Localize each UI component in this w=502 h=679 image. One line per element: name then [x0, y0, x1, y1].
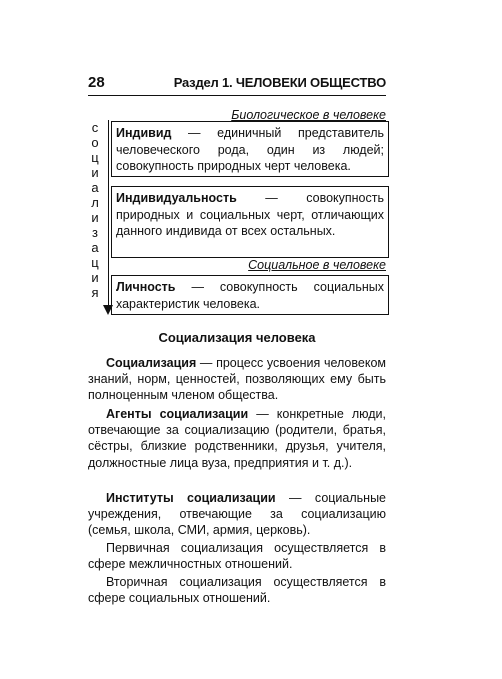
arrow-line	[108, 120, 109, 308]
vertical-word-socialization	[88, 120, 102, 300]
page-header	[88, 74, 386, 94]
paragraph-text: Вторичная социализация осуществляется в сфере социальных отношений.	[88, 575, 386, 606]
term: Личность	[116, 280, 176, 294]
paragraph	[88, 490, 386, 539]
vertical-letter: ц	[91, 255, 99, 270]
vertical-letter: и	[91, 210, 99, 225]
term: Социализация	[106, 356, 197, 370]
vertical-letter: я	[91, 285, 99, 300]
box-individualnost	[111, 186, 389, 258]
section-title: Социализация человека	[158, 330, 316, 345]
definition: — единичный представитель человеческого рода, один из людей; совокупность природных черт человека.	[116, 126, 384, 173]
paragraph	[88, 574, 386, 606]
definition: — совокупность природных и социальных черт, отличающих данного индивида от всех остальных.	[116, 191, 384, 238]
header-rule	[88, 95, 386, 96]
vertical-letter: и	[91, 270, 99, 285]
page-number: 28	[88, 74, 105, 91]
vertical-letter: а	[91, 180, 99, 195]
vertical-letter: з	[92, 225, 98, 240]
paragraph-text: — социальные учреждения, отвечающие за социализацию (семья, школа, СМИ, армия, церковь).	[88, 491, 387, 538]
term: Индивидуальность	[116, 191, 237, 205]
term: Институты социализации	[106, 491, 276, 505]
paragraph	[88, 540, 386, 572]
paragraph-text: — процесс усвоения человеком знаний, норм, ценностей, позволяющих ему быть полноценным членом общества.	[88, 356, 386, 403]
vertical-letter: а	[91, 240, 99, 255]
paragraph	[88, 355, 386, 404]
box-individ	[111, 121, 389, 177]
vertical-letter: ц	[91, 150, 99, 165]
term: Агенты социализации	[106, 407, 249, 421]
label-biological: Биологическое в человеке	[231, 108, 386, 122]
vertical-letter: л	[91, 195, 99, 210]
paragraph	[88, 406, 386, 471]
vertical-letter: о	[91, 135, 99, 150]
vertical-letter: с	[91, 120, 99, 135]
paragraph-text: Первичная социализация осуществляется в сфере межличностных отношений.	[88, 541, 386, 572]
definition: — совокупность социальных характеристик человека.	[116, 280, 384, 311]
box-lichnost	[111, 275, 389, 315]
running-head: Раздел 1. ЧЕЛОВЕКИ ОБЩЕСТВО	[173, 75, 386, 90]
vertical-letter: и	[91, 165, 99, 180]
label-social: Социальное в человеке	[248, 258, 386, 272]
paragraph-text: — конкретные люди, отвечающие за социализацию (родители, братья, сёстры, близкие родственники, друзья, учителя, должностные лица вуза, предприятия и т. д.).	[88, 407, 386, 470]
term: Индивид	[116, 126, 172, 140]
